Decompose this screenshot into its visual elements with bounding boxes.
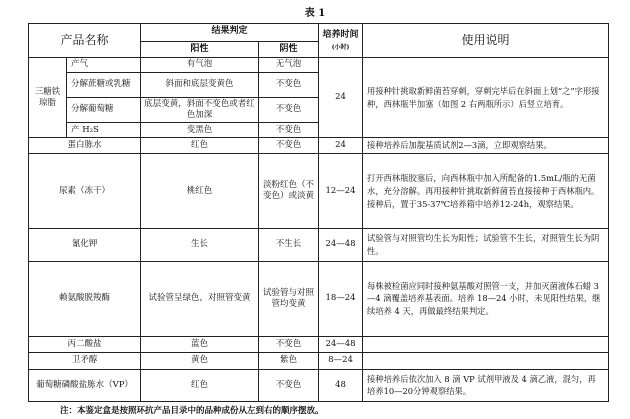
negative-result: 淡粉红色（不变色）或淡黄 (259, 154, 319, 229)
header-time (319, 24, 363, 58)
negative-result: 试验管与对照管均变黄 (259, 262, 319, 337)
tsi-sub-name: 分解葡萄糖 (67, 97, 141, 123)
culture-time: 24—48 (319, 228, 363, 261)
tsi-negative: 不变色 (259, 72, 319, 97)
negative-result: 不变色 (259, 336, 319, 353)
tsi-positive: 有气泡 (141, 58, 259, 73)
header-positive: 阳性 (141, 41, 259, 58)
culture-time: 24 (319, 137, 363, 153)
tsi-negative: 不变色 (259, 97, 319, 123)
usage-text: 试验管与对照管均生长为阳性；试验管不生长，对照管生长为阴性。 (363, 228, 609, 261)
usage-text: 接种培养后加靛基质试剂2—3滴，立即观察结果。 (363, 137, 609, 153)
tsi-sub-name: 产气 (67, 58, 141, 73)
culture-time: 12—24 (319, 154, 363, 229)
tsi-group-name: 三糖铁琼脂 (29, 58, 67, 138)
header-time-unit: (小时) (331, 43, 350, 51)
tsi-positive: 斜面和底层变黄色 (141, 72, 259, 97)
tsi-usage: 用接种针挑取新鲜菌苔穿刺，穿刺完毕后在斜面上划“之”字形接种，西林瓶半加塞（如图 2 右两瓶所示）后竖立培育。 (363, 58, 609, 138)
negative-result: 不生长 (259, 228, 319, 261)
positive-result: 红色 (141, 137, 259, 153)
tsi-negative: 不变色 (259, 123, 319, 138)
culture-time: 48 (319, 369, 363, 401)
product-name: 丙二酸盐 (29, 336, 141, 353)
negative-result: 不变色 (259, 369, 319, 401)
usage-text (363, 353, 609, 370)
tsi-positive: 底层变黄，斜面不变色或者红色加深 (141, 97, 259, 123)
usage-text (363, 336, 609, 353)
usage-text: 每株被检菌应同时接种氨基酸对照管一支，并加灭菌液体石蜡 3—4 滴覆盖培养基表面。培养 18—24 小时，未见阳性结果，继续培养 4 天，再做最终结果判定。 (363, 262, 609, 337)
usage-text: 打开西林瓶胶塞后，向西林瓶中加入所配备的1.5mL/瓶的无菌水，充分溶解。再用接种针挑取新鲜菌苔直接接种于西林瓶内。接种后，置于35-37℃培养箱中培养12-24h，观察结果。 (363, 154, 609, 229)
header-time-label: 培养时间 (322, 29, 359, 40)
identification-table (28, 23, 609, 402)
culture-time: 8—24 (319, 353, 363, 370)
culture-time: 24—48 (319, 336, 363, 353)
header-negative: 阴性 (259, 41, 319, 58)
tsi-time: 24 (319, 58, 363, 138)
positive-result: 黄色 (141, 353, 259, 370)
footnote: 注：本鉴定盒是按照环抗产品目录中的品种成份从左到右的顺序摆放。 (60, 406, 324, 416)
tsi-sub-name: 产 H₂S (67, 123, 141, 138)
tsi-positive: 变黑色 (141, 123, 259, 138)
positive-result: 蓝色 (141, 336, 259, 353)
usage-text: 接种培养后依次加入 8 滴 VP 试剂甲液及 4 滴乙液，混匀，再培养10—20分钟观察结果。 (363, 369, 609, 401)
product-name: 尿素（冻干） (29, 154, 141, 229)
culture-time: 18—24 (319, 262, 363, 337)
negative-result: 不变色 (259, 137, 319, 153)
positive-result: 试验管呈绿色，对照管变黄 (141, 262, 259, 337)
header-result: 结果判定 (141, 24, 319, 42)
product-name: 赖氨酸脱羧酶 (29, 262, 141, 337)
positive-result: 生长 (141, 228, 259, 261)
negative-result: 紫色 (259, 353, 319, 370)
product-name: 卫矛醇 (29, 353, 141, 370)
product-name: 氰化钾 (29, 228, 141, 261)
header-product-name: 产品名称 (29, 24, 141, 58)
product-name: 葡萄糖磷酸盐胨水（VP） (29, 369, 141, 401)
tsi-negative: 无气泡 (259, 58, 319, 73)
header-usage: 使用说明 (363, 24, 609, 58)
table-caption: 表 1 (304, 8, 326, 19)
positive-result: 桃红色 (141, 154, 259, 229)
product-name: 蛋白胨水 (29, 137, 141, 153)
tsi-sub-name: 分解蔗糖或乳糖 (67, 72, 141, 97)
positive-result: 红色 (141, 369, 259, 401)
